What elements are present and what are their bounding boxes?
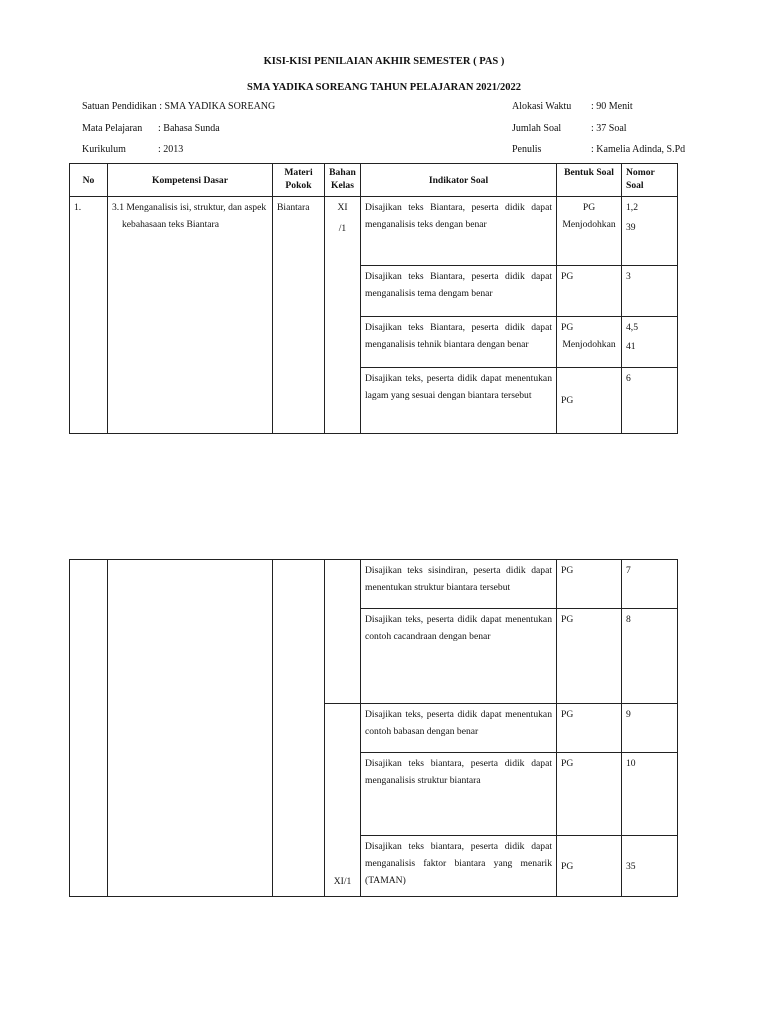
header-bentuk-soal: Bentuk Soal (557, 164, 622, 197)
bentuk-line-2: Menjodohkan (562, 339, 616, 350)
row-no (70, 560, 108, 897)
mapel-label: Mata Pelajaran (82, 123, 143, 134)
kompetensi-dasar (108, 560, 273, 897)
nomor-soal: 3 (622, 266, 678, 317)
bahan-kelas: XI/1 (325, 704, 361, 897)
indikator-soal: Disajikan teks Biantara, peserta didik dapat menganalisis tehnik biantara dengan benar (361, 317, 557, 368)
satuan-pendidikan: Satuan Pendidikan : SMA YADIKA SOREANG (82, 101, 276, 112)
nomor-soal: 8 (622, 609, 678, 704)
header-no: No (70, 164, 108, 197)
materi-pokok (273, 560, 325, 897)
nomor-soal: 35 (622, 836, 678, 897)
bentuk-line-1: PG (582, 202, 596, 213)
bahan-kelas (325, 560, 361, 704)
indikator-soal: Disajikan teks biantara, peserta didik dapat menganalisis faktor biantara yang menarik (TAMAN) (361, 836, 557, 897)
bahan-line-2: /1 (338, 223, 347, 234)
kurikulum-label: Kurikulum (82, 144, 126, 155)
indikator-soal: Disajikan teks, peserta didik dapat menentukan contoh babasan dengan benar (361, 704, 557, 753)
header-bahan-kelas: Bahan Kelas (325, 164, 361, 197)
kompetensi-dasar (108, 197, 273, 434)
row-no: 1. (70, 197, 108, 434)
bentuk-line-2: Menjodohkan (562, 219, 616, 230)
bentuk-soal: PG (557, 266, 622, 317)
indikator-soal: Disajikan teks sisindiran, peserta didik dapat menentukan struktur biantara tersebut (361, 560, 557, 609)
kurikulum-value: : 2013 (158, 144, 184, 155)
alokasi-label: Alokasi Waktu (512, 101, 572, 112)
kd-line-2: kebahasaan teks Biantara (122, 219, 219, 230)
document-subtitle: SMA YADIKA SOREANG TAHUN PELAJARAN 2021/2022 (247, 82, 521, 93)
nomor-line-2: 41 (626, 341, 636, 352)
header-nomor-soal: Nomor Soal (622, 164, 678, 197)
table-row (70, 197, 678, 266)
nomor-line-2: 39 (626, 222, 636, 233)
nomor-soal: 10 (622, 753, 678, 836)
materi-pokok: Biantara (273, 197, 325, 434)
mapel-value: : Bahasa Sunda (158, 123, 220, 134)
bahan-kelas (325, 197, 361, 434)
alokasi-value: : 90 Menit (591, 101, 633, 112)
indikator-soal: Disajikan teks, peserta didik dapat menentukan contoh cacandraan dengan benar (361, 609, 557, 704)
bentuk-soal (557, 197, 622, 266)
indikator-soal: Disajikan teks, peserta didik dapat menentukan lagam yang sesuai dengan biantara tersebut (361, 368, 557, 434)
kisi-table-page1 (69, 163, 678, 434)
bentuk-soal: PG (557, 704, 622, 753)
indikator-soal: Disajikan teks biantara, peserta didik dapat menganalisis struktur biantara (361, 753, 557, 836)
header-indikator-soal: Indikator Soal (361, 164, 557, 197)
nomor-soal (622, 197, 678, 266)
nomor-line-1: 1,2 (626, 202, 638, 213)
bentuk-soal: PG (557, 753, 622, 836)
bentuk-soal: PG (557, 836, 622, 897)
kisi-table-page2 (69, 559, 678, 897)
table-row (70, 560, 678, 609)
bentuk-soal: PG (557, 560, 622, 609)
nomor-soal (622, 317, 678, 368)
bentuk-soal: PG (557, 368, 622, 434)
bentuk-soal: PG (557, 609, 622, 704)
nomor-soal: 7 (622, 560, 678, 609)
bentuk-line-1: PG (561, 322, 574, 333)
indikator-soal: Disajikan teks Biantara, peserta didik dapat menganalisis teks dengan benar (361, 197, 557, 266)
bahan-line-1: XI (337, 202, 348, 213)
jumlah-soal-label: Jumlah Soal (512, 123, 562, 134)
header-kompetensi-dasar: Kompetensi Dasar (108, 164, 273, 197)
penulis-label: Penulis (512, 144, 542, 155)
jumlah-soal-value: : 37 Soal (591, 123, 627, 134)
nomor-soal: 6 (622, 368, 678, 434)
header-materi-pokok: Materi Pokok (273, 164, 325, 197)
indikator-soal: Disajikan teks Biantara, peserta didik dapat menganalisis tema dengam benar (361, 266, 557, 317)
bentuk-soal (557, 317, 622, 368)
nomor-soal: 9 (622, 704, 678, 753)
penulis-value: : Kamelia Adinda, S.Pd (591, 144, 686, 155)
nomor-line-1: 4,5 (626, 322, 638, 333)
document-title: KISI-KISI PENILAIAN AKHIR SEMESTER ( PAS ) (263, 56, 505, 67)
kd-line-1: 3.1 Menganalisis isi, struktur, dan aspek (112, 202, 267, 213)
